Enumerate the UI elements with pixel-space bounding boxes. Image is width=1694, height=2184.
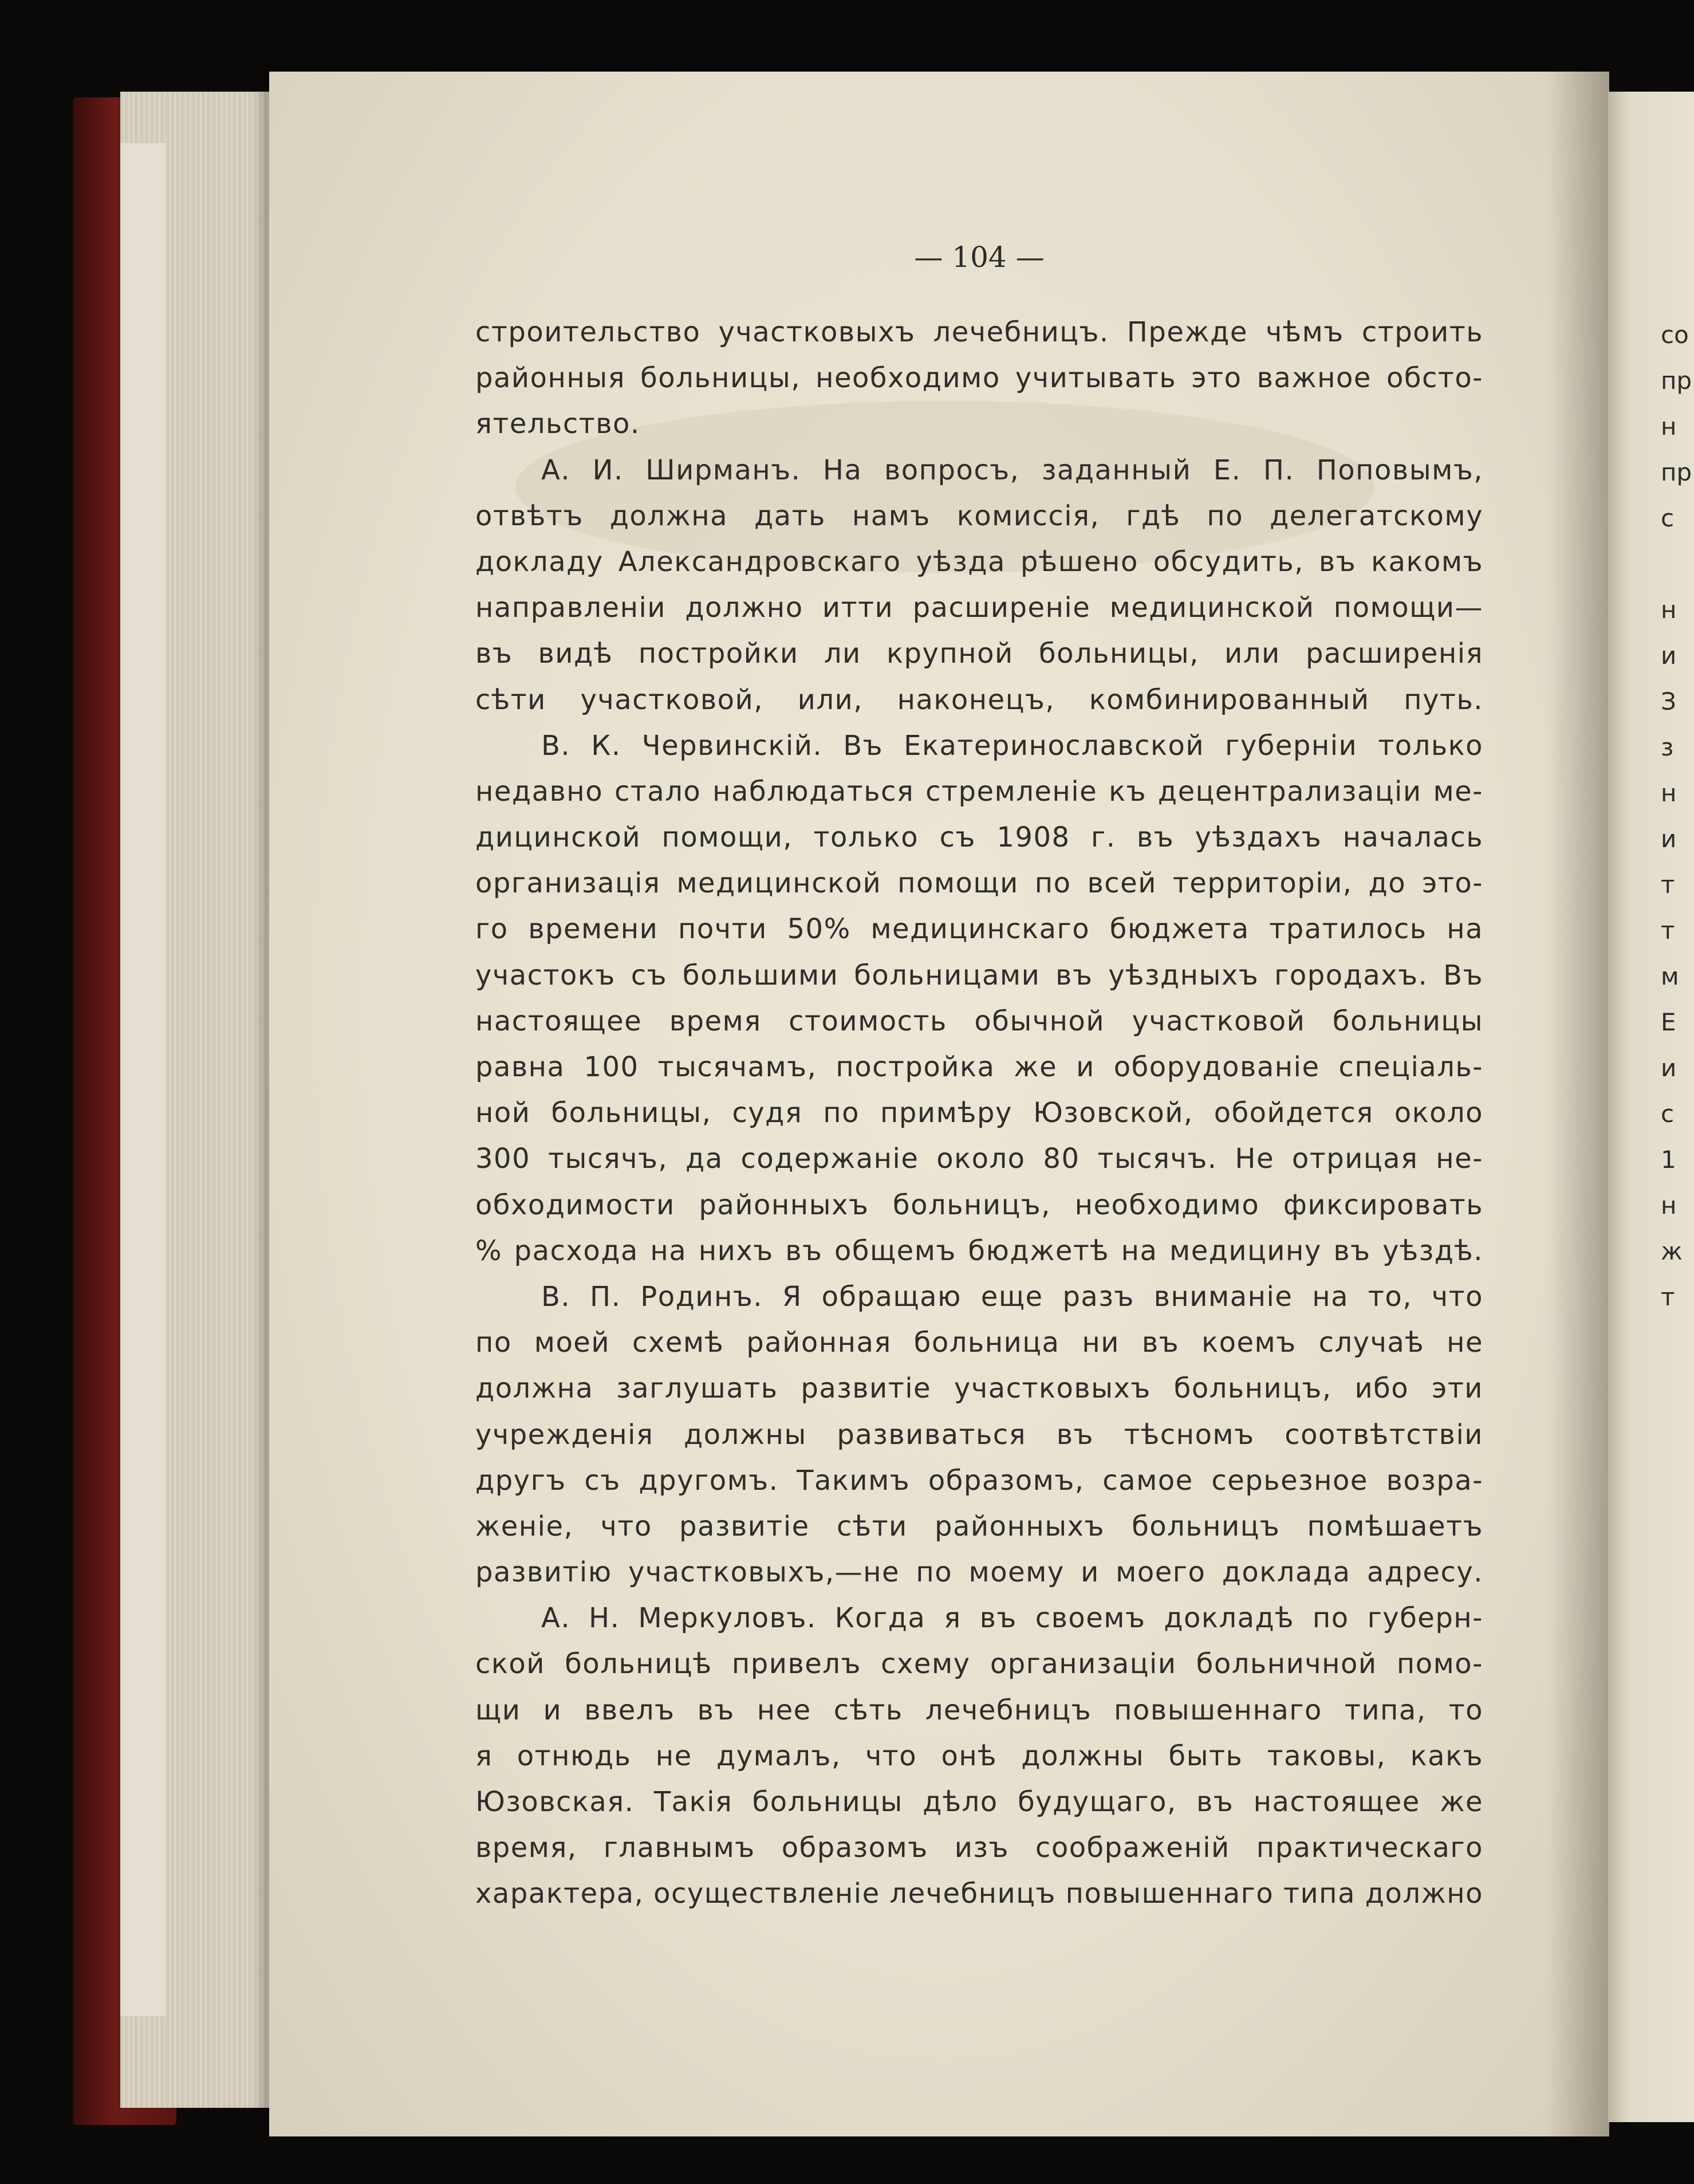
next-page-fragment: т xyxy=(1661,1283,1675,1311)
text-line: характера, осуществленіе лечебницъ повышеннаго типа должно xyxy=(475,1878,1483,1910)
text-line: А. И. Ширманъ. На вопросъ, заданный Е. П. Поповымъ, xyxy=(541,454,1483,486)
text-line: отвѣтъ должна дать намъ комиссія, гдѣ по делегатскому xyxy=(475,499,1483,532)
next-page-fragment: н xyxy=(1661,596,1677,624)
next-page-fragment: Е xyxy=(1661,1008,1676,1036)
next-page-fragment: т xyxy=(1661,916,1675,945)
next-page-fragment: ж xyxy=(1661,1237,1683,1265)
text-line: В. К. Червинскій. Въ Екатеринославской губерніи только xyxy=(541,729,1483,762)
text-line: щи и ввелъ въ нее сѣть лечебницъ повышеннаго типа, то xyxy=(475,1694,1483,1726)
next-page-fragment: с xyxy=(1661,504,1675,532)
next-page-fragment: з xyxy=(1661,733,1674,761)
text-line: докладу Александровскаго уѣзда рѣшено обсудить, въ какомъ xyxy=(475,545,1483,578)
next-page-fragment: З xyxy=(1661,687,1676,715)
next-page-fragment: н xyxy=(1661,412,1677,440)
text-line: по моей схемѣ районная больница ни въ коемъ случаѣ не xyxy=(475,1327,1483,1359)
next-page-fragment: и xyxy=(1661,1054,1677,1082)
next-page-fragment: и xyxy=(1661,825,1677,853)
text-line: въ видѣ постройки ли крупной больницы, или расширенія xyxy=(475,638,1483,670)
page-text xyxy=(475,309,1483,1917)
text-line: го времени почти 50% медицинскаго бюджета тратилось на xyxy=(475,913,1483,946)
text-line: учрежденія должны развиваться въ тѣсномъ соотвѣтствіи xyxy=(475,1418,1483,1451)
text-line: время, главнымъ образомъ изъ соображеній практическаго xyxy=(475,1832,1483,1864)
text-line: 300 тысячъ, да содержаніе около 80 тысячъ. Не отрицая не- xyxy=(475,1143,1483,1175)
page-number: — 104 — xyxy=(914,241,1045,274)
next-page-fragment: н xyxy=(1661,779,1677,807)
next-page-fragment: с xyxy=(1661,1100,1675,1128)
text-line: должна заглушать развитіе участковыхъ больницъ, ибо эти xyxy=(475,1372,1483,1405)
page-edge-light xyxy=(120,143,166,2016)
text-line: недавно стало наблюдаться стремленіе къ децентрализаціи ме- xyxy=(475,775,1483,808)
text-line: направленіи должно итти расширеніе медицинской помощи— xyxy=(475,592,1483,624)
next-page-fragment: 1 xyxy=(1661,1146,1676,1174)
text-line: строительство участковыхъ лечебницъ. Прежде чѣмъ строить xyxy=(475,316,1483,348)
text-line: Юзовская. Такія больницы дѣло будущаго, въ настоящее же xyxy=(475,1786,1483,1818)
text-line: дицинской помощи, только съ 1908 г. въ уѣздахъ началась xyxy=(475,821,1483,854)
text-line: организація медицинской помощи по всей территоріи, до это- xyxy=(475,867,1483,900)
text-line: другъ съ другомъ. Такимъ образомъ, самое серьезное возра- xyxy=(475,1464,1483,1497)
text-line: участокъ съ большими больницами въ уѣздныхъ городахъ. Въ xyxy=(475,959,1483,991)
page-gutter-shadow xyxy=(1546,72,1609,2136)
text-line: районныя больницы, необходимо учитывать это важное обсто- xyxy=(475,362,1483,395)
text-line: ной больницы, судя по примѣру Юзовской, обойдется около xyxy=(475,1097,1483,1130)
text-line: равна 100 тысячамъ, постройка же и оборудованіе спеціаль- xyxy=(475,1051,1483,1083)
next-page-fragment: н xyxy=(1661,1191,1677,1219)
text-line: обходимости районныхъ больницъ, необходимо фиксировать xyxy=(475,1189,1483,1221)
text-line: % расхода на нихъ въ общемъ бюджетѣ на медицину въ уѣздѣ. xyxy=(475,1234,1483,1267)
text-line: А. Н. Меркуловъ. Когда я въ своемъ докладѣ по губерн- xyxy=(541,1602,1483,1635)
next-page-fragment: т xyxy=(1661,871,1675,899)
next-page-fragment: м xyxy=(1661,962,1679,990)
text-line: женіе, что развитіе сѣти районныхъ больницъ помѣшаетъ xyxy=(475,1510,1483,1542)
next-page-fragment: со xyxy=(1661,321,1689,349)
next-page-fragment: и xyxy=(1661,642,1677,670)
next-page-fragment: пр xyxy=(1661,367,1692,395)
next-page-edge xyxy=(1608,92,1694,2122)
text-line: настоящее время стоимость обычной участковой больницы xyxy=(475,1005,1483,1037)
next-page-fragment: пр xyxy=(1661,458,1692,486)
text-line: ской больницѣ привелъ схему организаціи больничной помо- xyxy=(475,1648,1483,1681)
text-line: сѣти участковой, или, наконецъ, комбинированный путь. xyxy=(475,683,1483,716)
text-line: я отнюдь не думалъ, что онѣ должны быть таковы, какъ xyxy=(475,1740,1483,1772)
text-line: В. П. Родинъ. Я обращаю еще разъ вниманіе на то, что xyxy=(541,1280,1483,1313)
text-line: развитію участковыхъ,—не по моему и моего доклада адресу. xyxy=(475,1556,1483,1589)
text-line: ятельство. xyxy=(475,408,640,440)
